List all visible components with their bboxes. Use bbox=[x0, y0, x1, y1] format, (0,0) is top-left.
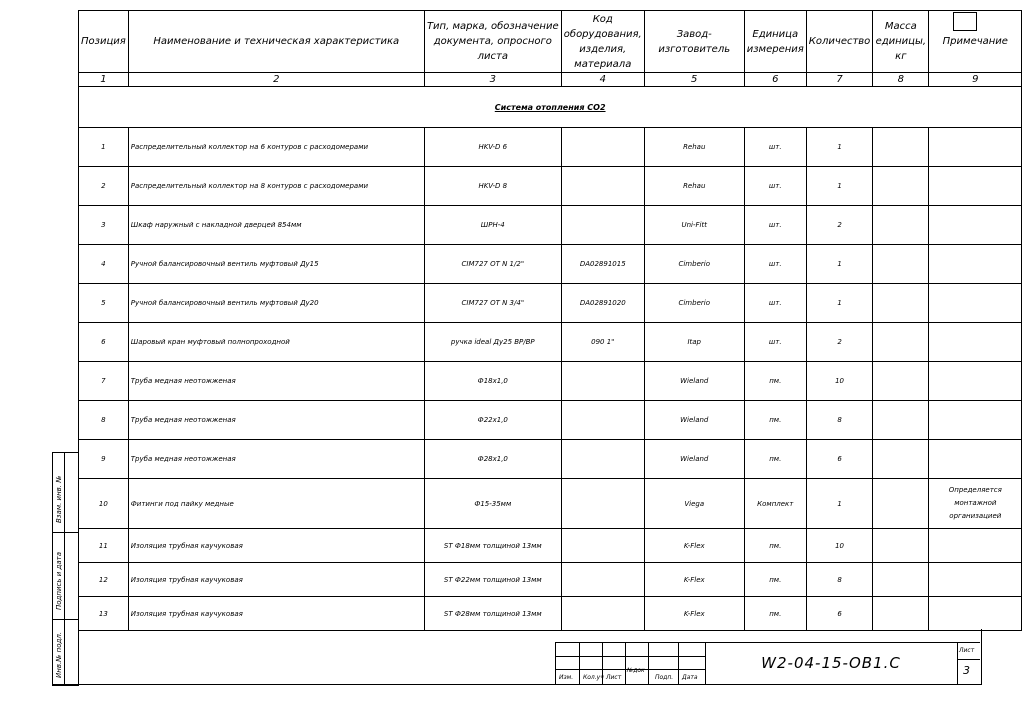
cell-name: Фитинги под пайку медные bbox=[128, 479, 424, 529]
cell-unit: пм. bbox=[744, 362, 806, 401]
cell-code bbox=[561, 128, 644, 167]
cell-mass bbox=[873, 206, 929, 245]
cell-note bbox=[929, 597, 1022, 631]
cell-name: Изоляция трубная каучуковая bbox=[128, 597, 424, 631]
cell-type: HKV-D 8 bbox=[424, 167, 561, 206]
cell-position: 7 bbox=[79, 362, 129, 401]
cell-type: Ф22х1,0 bbox=[424, 401, 561, 440]
cell-maker: Rehau bbox=[644, 167, 744, 206]
cell-code: DA02891015 bbox=[561, 245, 644, 284]
table-body bbox=[79, 128, 1022, 631]
cell-type: Ф28х1,0 bbox=[424, 440, 561, 479]
cell-mass bbox=[873, 440, 929, 479]
cell-name: Изоляция трубная каучуковая bbox=[128, 529, 424, 563]
col-number: 9 bbox=[929, 73, 1022, 87]
cell-mass bbox=[873, 284, 929, 323]
stamp-label: Изм. bbox=[559, 674, 574, 681]
cell-code: DA02891020 bbox=[561, 284, 644, 323]
cell-note bbox=[929, 206, 1022, 245]
header-position: Позиция bbox=[79, 11, 129, 73]
cell-name: Шаровый кран муфтовый полнопроходной bbox=[128, 323, 424, 362]
cell-note bbox=[929, 167, 1022, 206]
cell-maker: Wieland bbox=[644, 362, 744, 401]
header-note: Примечание bbox=[929, 11, 1022, 73]
cell-position: 9 bbox=[79, 440, 129, 479]
table-row bbox=[79, 529, 1022, 563]
cell-qty: 1 bbox=[806, 284, 873, 323]
cell-code bbox=[561, 479, 644, 529]
cell-note bbox=[929, 128, 1022, 167]
cell-unit: пм. bbox=[744, 529, 806, 563]
cell-maker: K-Flex bbox=[644, 563, 744, 597]
cell-maker: Wieland bbox=[644, 440, 744, 479]
cell-name: Распределительный коллектор на 8 контуров с расходомерами bbox=[128, 167, 424, 206]
stamp-label: №док bbox=[627, 667, 645, 674]
cell-mass bbox=[873, 401, 929, 440]
cell-code bbox=[561, 529, 644, 563]
cell-position: 11 bbox=[79, 529, 129, 563]
cell-maker: Itap bbox=[644, 323, 744, 362]
cell-mass bbox=[873, 529, 929, 563]
cell-position: 3 bbox=[79, 206, 129, 245]
sheet-number: 3 bbox=[963, 664, 970, 677]
cell-type: CIM727 OT N 3/4" bbox=[424, 284, 561, 323]
cell-note bbox=[929, 563, 1022, 597]
cell-code: 090 1" bbox=[561, 323, 644, 362]
stamp-label: Кол.уч bbox=[583, 674, 604, 681]
cell-unit: пм. bbox=[744, 597, 806, 631]
table-row bbox=[79, 245, 1022, 284]
cell-maker: Uni-Fitt bbox=[644, 206, 744, 245]
cell-note bbox=[929, 323, 1022, 362]
cell-qty: 6 bbox=[806, 597, 873, 631]
cell-position: 13 bbox=[79, 597, 129, 631]
side-label-signature: Подпись и дата bbox=[55, 552, 63, 610]
col-number: 2 bbox=[128, 73, 424, 87]
header-maker: Завод-изготовитель bbox=[644, 11, 744, 73]
cell-mass bbox=[873, 563, 929, 597]
header-code: Код оборудования, изделия, материала bbox=[561, 11, 644, 73]
cell-qty: 1 bbox=[806, 128, 873, 167]
cell-unit: шт. bbox=[744, 323, 806, 362]
corner-box bbox=[953, 12, 977, 31]
cell-mass bbox=[873, 362, 929, 401]
sheet-label: Лист bbox=[959, 647, 975, 654]
cell-unit: шт. bbox=[744, 206, 806, 245]
table-row bbox=[79, 323, 1022, 362]
cell-type: HKV-D 6 bbox=[424, 128, 561, 167]
cell-position: 8 bbox=[79, 401, 129, 440]
cell-qty: 8 bbox=[806, 563, 873, 597]
cell-position: 10 bbox=[79, 479, 129, 529]
cell-name: Ручной балансировочный вентиль муфтовый Ду15 bbox=[128, 245, 424, 284]
table-row bbox=[79, 362, 1022, 401]
header-mass: Масса единицы, кг bbox=[873, 11, 929, 73]
cell-unit: шт. bbox=[744, 167, 806, 206]
cell-qty: 1 bbox=[806, 479, 873, 529]
cell-code bbox=[561, 597, 644, 631]
cell-note: Определяется монтажной организацией bbox=[929, 479, 1022, 529]
col-number: 5 bbox=[644, 73, 744, 87]
cell-name: Ручной балансировочный вентиль муфтовый Ду20 bbox=[128, 284, 424, 323]
cell-code bbox=[561, 362, 644, 401]
specification-table bbox=[78, 10, 1022, 631]
section-row bbox=[79, 87, 1022, 128]
table-row bbox=[79, 479, 1022, 529]
table-row bbox=[79, 284, 1022, 323]
cell-mass bbox=[873, 128, 929, 167]
table-row bbox=[79, 440, 1022, 479]
cell-maker: K-Flex bbox=[644, 529, 744, 563]
cell-maker: Cimberio bbox=[644, 245, 744, 284]
cell-mass bbox=[873, 245, 929, 284]
table-row bbox=[79, 597, 1022, 631]
cell-mass bbox=[873, 167, 929, 206]
cell-maker: K-Flex bbox=[644, 597, 744, 631]
table-row bbox=[79, 206, 1022, 245]
side-label-inventory: Инв.№ подл. bbox=[55, 631, 63, 678]
cell-qty: 1 bbox=[806, 245, 873, 284]
table-row bbox=[79, 563, 1022, 597]
cell-code bbox=[561, 167, 644, 206]
cell-name: Труба медная неотожженая bbox=[128, 401, 424, 440]
header-qty: Количество bbox=[806, 11, 873, 73]
cell-position: 6 bbox=[79, 323, 129, 362]
cell-unit: шт. bbox=[744, 284, 806, 323]
cell-unit: шт. bbox=[744, 128, 806, 167]
cell-type: ST Ф22мм толщиной 13мм bbox=[424, 563, 561, 597]
cell-unit: шт. bbox=[744, 245, 806, 284]
col-number: 3 bbox=[424, 73, 561, 87]
cell-unit: пм. bbox=[744, 401, 806, 440]
cell-mass bbox=[873, 597, 929, 631]
cell-note bbox=[929, 401, 1022, 440]
side-label-replacement: Взам. инв. № bbox=[55, 475, 63, 523]
header-name: Наименование и техническая характеристика bbox=[128, 11, 424, 73]
document-code: W2-04-15-OB1.C bbox=[761, 654, 901, 672]
cell-qty: 8 bbox=[806, 401, 873, 440]
col-number: 6 bbox=[744, 73, 806, 87]
table-row bbox=[79, 167, 1022, 206]
cell-code bbox=[561, 440, 644, 479]
cell-unit: пм. bbox=[744, 440, 806, 479]
cell-mass bbox=[873, 479, 929, 529]
cell-maker: Rehau bbox=[644, 128, 744, 167]
cell-qty: 2 bbox=[806, 206, 873, 245]
cell-note bbox=[929, 245, 1022, 284]
cell-type: ST Ф28мм толщиной 13мм bbox=[424, 597, 561, 631]
cell-name: Труба медная неотожженая bbox=[128, 362, 424, 401]
col-number: 4 bbox=[561, 73, 644, 87]
header-type: Тип, марка, обозначение документа, опросного листа bbox=[424, 11, 561, 73]
cell-code bbox=[561, 563, 644, 597]
cell-qty: 2 bbox=[806, 323, 873, 362]
cell-position: 2 bbox=[79, 167, 129, 206]
section-title: Система отопления СО2 bbox=[494, 102, 606, 112]
col-number: 7 bbox=[806, 73, 873, 87]
cell-type: CIM727 OT N 1/2" bbox=[424, 245, 561, 284]
cell-maker: Viega bbox=[644, 479, 744, 529]
cell-note bbox=[929, 529, 1022, 563]
cell-position: 12 bbox=[79, 563, 129, 597]
header-unit: Единица измерения bbox=[744, 11, 806, 73]
cell-type: Ф18х1,0 bbox=[424, 362, 561, 401]
cell-type: ST Ф18мм толщиной 13мм bbox=[424, 529, 561, 563]
stamp-label: Лист bbox=[606, 674, 622, 681]
cell-name: Труба медная неотожженая bbox=[128, 440, 424, 479]
table-header bbox=[79, 11, 1022, 73]
cell-qty: 10 bbox=[806, 362, 873, 401]
cell-unit: пм. bbox=[744, 563, 806, 597]
cell-unit: Комплект bbox=[744, 479, 806, 529]
cell-note bbox=[929, 284, 1022, 323]
col-number: 1 bbox=[79, 73, 129, 87]
cell-code bbox=[561, 206, 644, 245]
table-row bbox=[79, 401, 1022, 440]
table-row bbox=[79, 128, 1022, 167]
cell-maker: Wieland bbox=[644, 401, 744, 440]
cell-type: ручка ideal Ду25 ВР/ВР bbox=[424, 323, 561, 362]
cell-type: Ф15-35мм bbox=[424, 479, 561, 529]
cell-name: Изоляция трубная каучуковая bbox=[128, 563, 424, 597]
cell-name: Распределительный коллектор на 6 контуров с расходомерами bbox=[128, 128, 424, 167]
stamp-label: Дата bbox=[682, 674, 698, 681]
cell-note bbox=[929, 440, 1022, 479]
cell-name: Шкаф наружный с накладной дверцей 854мм bbox=[128, 206, 424, 245]
cell-qty: 6 bbox=[806, 440, 873, 479]
stamp-label: Подп. bbox=[655, 674, 674, 681]
column-numbers-row bbox=[79, 73, 1022, 87]
cell-mass bbox=[873, 323, 929, 362]
cell-position: 5 bbox=[79, 284, 129, 323]
cell-position: 1 bbox=[79, 128, 129, 167]
cell-qty: 10 bbox=[806, 529, 873, 563]
cell-maker: Cimberio bbox=[644, 284, 744, 323]
cell-code bbox=[561, 401, 644, 440]
cell-qty: 1 bbox=[806, 167, 873, 206]
cell-position: 4 bbox=[79, 245, 129, 284]
cell-type: ШРН-4 bbox=[424, 206, 561, 245]
cell-note bbox=[929, 362, 1022, 401]
col-number: 8 bbox=[873, 73, 929, 87]
